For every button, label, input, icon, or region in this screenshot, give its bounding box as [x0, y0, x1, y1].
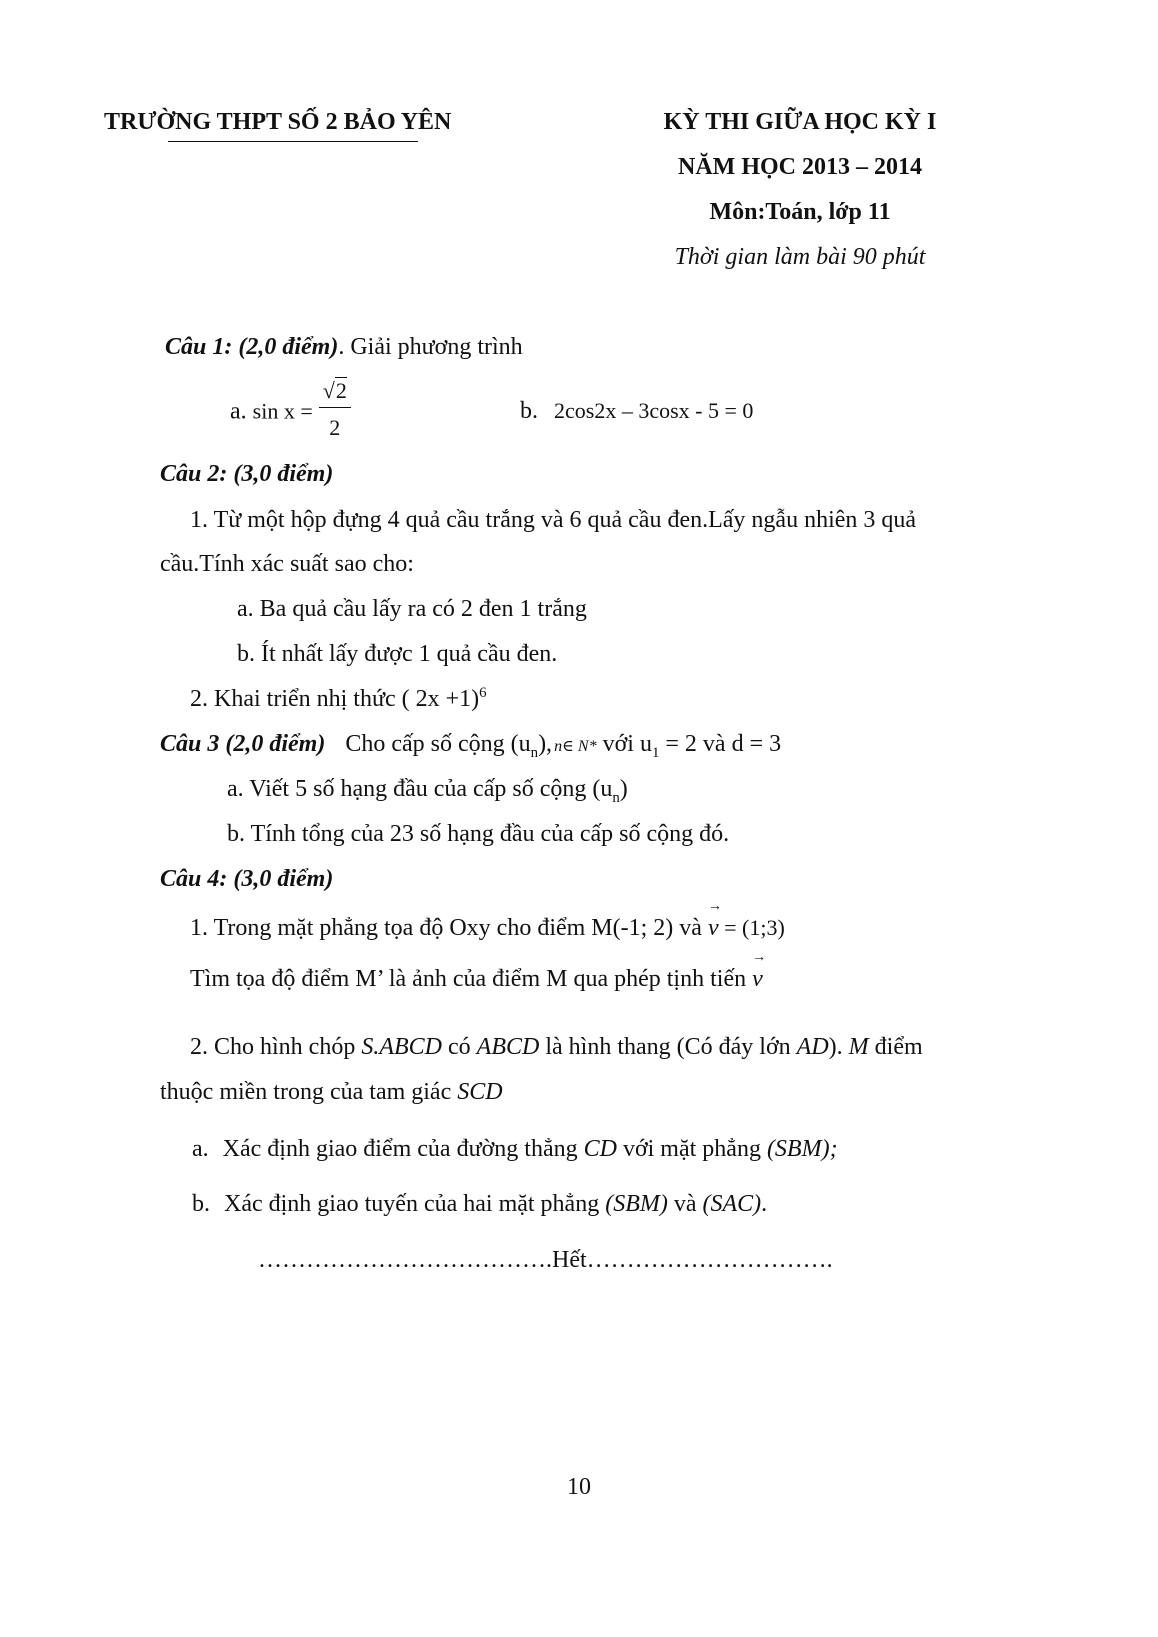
q3-intro-d: = 2 và d = 3 [659, 731, 782, 757]
q4-b-sbm: (SBM) [605, 1191, 668, 1217]
q4-p2-text-c: có [442, 1034, 477, 1060]
q4-p2-m: M [848, 1034, 869, 1060]
q2-part1-b: b. Ít nhất lấy được 1 quả cầu đen. [237, 641, 558, 667]
school-name: TRƯỜNG THPT SỐ 2 BẢO YÊN [104, 109, 452, 135]
q1-title: Câu 1: (2,0 điểm) [165, 334, 339, 360]
q4-part2-line2 [160, 1078, 503, 1107]
subject: Môn:Toán, lớp 11 [709, 199, 891, 225]
q4-a-mid: với mặt phẳng [616, 1136, 767, 1162]
q3-a-text: a. Viết 5 số hạng đầu của cấp số cộng (u [227, 776, 613, 802]
q4-p2-scd: SCD [457, 1079, 503, 1105]
q4-p2-line2-text: thuộc miền trong của tam giác [160, 1079, 458, 1105]
q3-intro-c: với u [596, 731, 652, 757]
q4-b-post: . [761, 1191, 768, 1217]
q1-a-label: a. [230, 398, 247, 425]
school-year: NĂM HỌC 2013 – 2014 [678, 154, 922, 180]
q4-p2-text-i: điểm [868, 1034, 923, 1060]
q3-a [227, 775, 628, 808]
q4-a-label: a. [192, 1136, 209, 1162]
q4-part1-text: 1. Trong mặt phẳng tọa độ Oxy cho điểm M(-1; 2) và [190, 915, 708, 941]
q2-part1-a: a. Ba quả cầu lấy ra có 2 đen 1 trắng [237, 596, 587, 622]
duration: Thời gian làm bài 90 phút [674, 244, 926, 270]
q4-b-text: Xác định giao tuyến của hai mặt phẳng [224, 1191, 606, 1217]
end-marker: ……………………………….Hết…………………………. [258, 1247, 833, 1273]
q2-part2-text: 2. Khai triển nhị thức ( 2x +1) [190, 686, 480, 712]
q3-intro-sub-n: n [530, 744, 539, 761]
q4-p2-text-a: 2. Cho hình chóp [190, 1034, 362, 1060]
q2-part1-line1: 1. Từ một hộp đựng 4 quả cầu trắng và 6 quả cầu đen.Lấy ngẫu nhiên 3 quả [190, 507, 917, 533]
school-underline [168, 141, 418, 142]
q3-a-close: ) [619, 776, 628, 802]
q4-p2-abcd: ABCD [476, 1034, 540, 1060]
q4-part2-a [192, 1135, 838, 1164]
q3-intro-sub-1: 1 [651, 744, 660, 761]
q4-a-cd: CD [583, 1136, 617, 1162]
q4-p2-text-g: ). [828, 1034, 849, 1060]
q4-a-sbm: (SBM); [766, 1136, 838, 1162]
q4-p2-sabcd: S.ABCD [361, 1034, 442, 1060]
q2-part2-exponent: 6 [479, 685, 487, 701]
q4-b-sac: (SAC) [702, 1191, 762, 1217]
q4-b-label: b. [192, 1191, 210, 1217]
q1-a-radicand: 2 [335, 378, 347, 403]
q1-b-equation: 2cos2x – 3cosx - 5 = 0 [554, 398, 754, 423]
q4-p2-ad: AD [796, 1034, 829, 1060]
q4-part1-line2-text: Tìm tọa độ điểm M’ là ảnh của điểm M qua phép tịnh tiến [190, 966, 753, 992]
q4-part1-vector-value: = (1;3) [718, 915, 785, 940]
q4-b-mid: và [667, 1191, 703, 1217]
q1-a-lhs: sin x = [252, 398, 313, 424]
q2-title: Câu 2: (3,0 điểm) [160, 461, 334, 487]
q3-b: b. Tính tổng của 23 số hạng đầu của cấp số cộng đó. [227, 821, 730, 847]
q2-part1-line2: cầu.Tính xác suất sao cho: [160, 551, 414, 577]
q3-intro-b: ), [538, 731, 553, 757]
q4-part1-line2 [190, 965, 763, 994]
vector-v-symbol: → v [708, 914, 719, 943]
q3-intro-domain: n∈ N* [554, 738, 597, 755]
q1-a-fraction [319, 377, 351, 441]
q1-title-suffix: . Giải phương trình [338, 334, 523, 360]
q4-part1-line1 [190, 914, 785, 943]
q3-a-sub: n [612, 789, 620, 806]
q4-title: Câu 4: (3,0 điểm) [160, 866, 334, 892]
q4-part2-line1 [190, 1033, 923, 1062]
exam-title: KỲ THI GIỮA HỌC KỲ I [663, 109, 937, 135]
q1-heading [165, 333, 523, 362]
q3-title: Câu 3 (2,0 điểm) [160, 731, 326, 757]
vector-v-symbol-2: → v [752, 965, 763, 994]
q1-a [230, 378, 351, 445]
q4-p2-text-e: là hình thang (Có đáy lớn [539, 1034, 797, 1060]
q1-a-denominator: 2 [329, 414, 341, 440]
q1-b [520, 397, 753, 426]
q4-part2-b [192, 1190, 767, 1219]
q3-heading [160, 730, 781, 763]
q4-a-text: Xác định giao điểm của đường thẳng [222, 1136, 584, 1162]
q3-intro-a: Cho cấp số cộng (u [345, 731, 531, 757]
q1-b-label: b. [520, 398, 538, 424]
q1-a-numerator: √2 [319, 377, 351, 408]
q2-part2 [190, 685, 487, 714]
page-number: 10 [567, 1474, 591, 1500]
